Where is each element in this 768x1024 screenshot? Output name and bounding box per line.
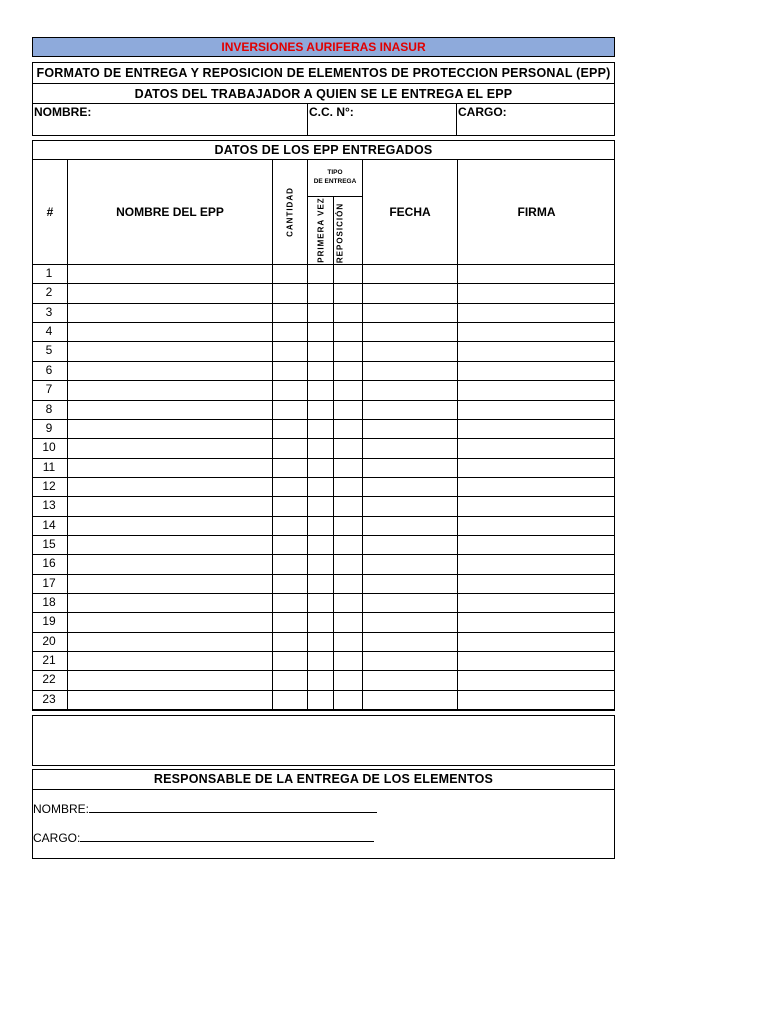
row-number: 2 xyxy=(45,285,53,300)
table-row-divider xyxy=(32,709,615,710)
table-row[interactable] xyxy=(33,535,614,554)
company-header xyxy=(32,37,615,57)
table-row[interactable] xyxy=(33,400,614,419)
responsible-position-line[interactable] xyxy=(80,841,374,842)
epp-section-title: DATOS DE LOS EPP ENTREGADOS xyxy=(32,140,615,160)
col-header-replacement: REPOSICIÓN xyxy=(335,202,345,264)
worker-name-label: NOMBRE: xyxy=(34,105,92,119)
col-header-quantity: CANTIDAD xyxy=(285,187,295,237)
col-header-epp-name: NOMBRE DEL EPP xyxy=(116,205,224,219)
table-row[interactable] xyxy=(33,283,614,302)
col-header-date: FECHA xyxy=(389,205,431,219)
row-number: 9 xyxy=(45,420,53,435)
col-header-first-time: PRIMERA VEZ xyxy=(316,197,326,263)
table-row[interactable] xyxy=(33,516,614,535)
row-number: 12 xyxy=(42,478,56,493)
row-number: 8 xyxy=(45,401,53,416)
row-number: 21 xyxy=(42,653,56,667)
row-number: 15 xyxy=(42,536,56,551)
row-number: 5 xyxy=(45,343,53,358)
table-row[interactable] xyxy=(33,477,614,496)
responsible-section-title: RESPONSABLE DE LA ENTREGA DE LOS ELEMENTOS xyxy=(153,772,494,786)
row-number: 3 xyxy=(45,304,53,319)
table-row[interactable] xyxy=(33,458,614,477)
row-number: 19 xyxy=(42,614,56,629)
row-number: 18 xyxy=(42,595,56,609)
table-row[interactable] xyxy=(33,651,614,670)
table-row[interactable] xyxy=(33,264,614,283)
table-row[interactable] xyxy=(33,612,614,631)
col-header-delivery-type: TIPO DE ENTREGA xyxy=(313,169,357,185)
row-number: 13 xyxy=(42,498,56,513)
table-row[interactable] xyxy=(33,496,614,515)
row-number: 4 xyxy=(45,324,53,339)
table-row[interactable] xyxy=(33,632,614,651)
worker-position-label: CARGO: xyxy=(458,105,507,119)
divider xyxy=(32,789,615,790)
row-number: 10 xyxy=(42,440,56,455)
row-number: 14 xyxy=(42,517,56,532)
table-row[interactable] xyxy=(33,322,614,341)
col-header-signature: FIRMA xyxy=(517,205,556,219)
table-row[interactable] xyxy=(33,593,614,612)
worker-id-field[interactable] xyxy=(307,103,456,136)
row-number: 1 xyxy=(45,266,53,280)
company-name: INVERSIONES AURIFERAS INASUR xyxy=(221,40,426,54)
row-number: 6 xyxy=(45,362,53,377)
worker-section-title: DATOS DEL TRABAJADOR A QUIEN SE LE ENTREGA EL EPP xyxy=(134,86,513,101)
row-number: 20 xyxy=(42,633,56,648)
responsible-name-label: NOMBRE: xyxy=(33,802,90,816)
row-number: 22 xyxy=(42,672,56,687)
table-row[interactable] xyxy=(33,361,614,380)
table-row[interactable] xyxy=(33,670,614,689)
responsible-position-field[interactable] xyxy=(33,831,374,845)
table-row[interactable] xyxy=(33,419,614,438)
row-number: 17 xyxy=(42,575,56,590)
table-row[interactable] xyxy=(33,690,614,709)
responsible-name-field[interactable] xyxy=(33,802,377,816)
row-number: 16 xyxy=(42,556,56,571)
table-row[interactable] xyxy=(33,438,614,457)
table-row[interactable] xyxy=(33,380,614,399)
table-header-divider xyxy=(307,196,362,197)
worker-position-field[interactable] xyxy=(456,103,615,136)
table-row[interactable] xyxy=(33,554,614,573)
table-row[interactable] xyxy=(33,574,614,593)
worker-id-label: C.C. N°: xyxy=(309,105,354,119)
table-row[interactable] xyxy=(33,303,614,322)
table-row[interactable] xyxy=(33,341,614,360)
form-title: FORMATO DE ENTREGA Y REPOSICION DE ELEMENTOS DE PROTECCION PERSONAL (EPP) xyxy=(36,65,611,80)
responsible-name-line[interactable] xyxy=(89,812,377,813)
row-number: 7 xyxy=(45,382,53,397)
responsible-position-label: CARGO: xyxy=(33,831,81,845)
row-number: 11 xyxy=(42,459,56,474)
col-header-number: # xyxy=(46,205,54,219)
worker-name-field[interactable] xyxy=(32,103,307,136)
observations-box[interactable] xyxy=(32,715,615,766)
row-number: 23 xyxy=(42,691,56,706)
